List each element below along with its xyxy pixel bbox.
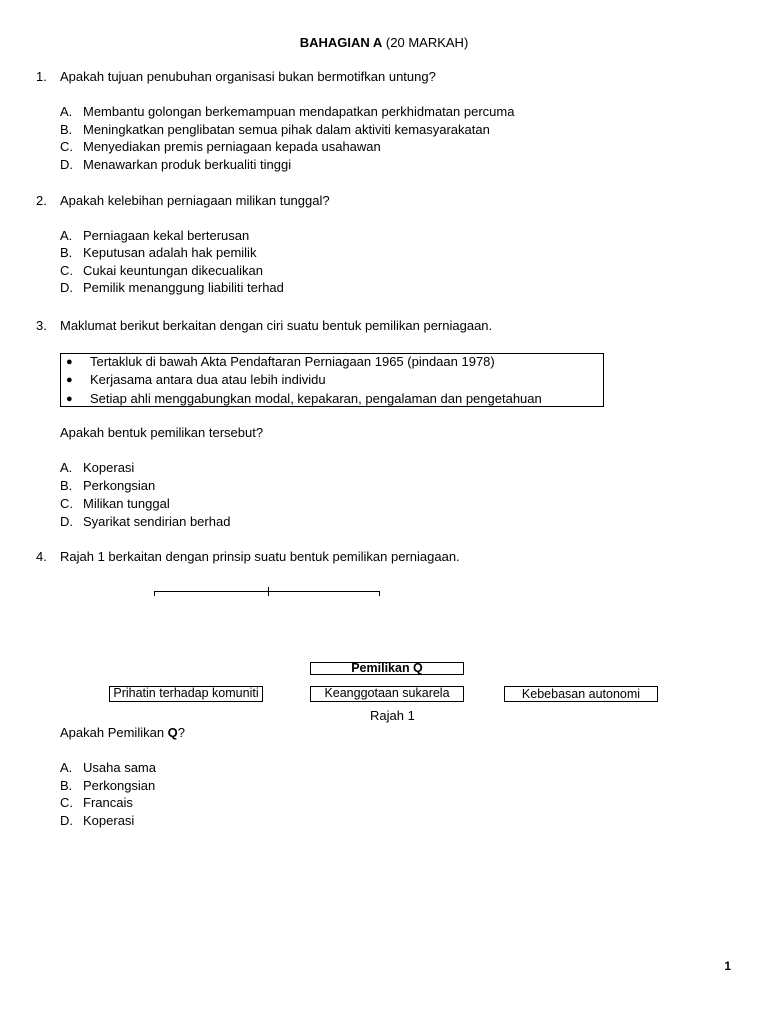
section-title-marks: (20 MARKAH): [385, 35, 469, 50]
info-bullet-text: Kerjasama antara dua atau lebih individu: [90, 372, 326, 387]
question-4-option-d[interactable]: Koperasi: [83, 813, 135, 828]
question-1-option-b[interactable]: Meningkatkan penglibatan semua pihak dalam aktiviti kemasyarakatan: [83, 122, 490, 137]
question-3-number: 3.: [36, 318, 47, 333]
question-3-option-c[interactable]: Milikan tunggal: [83, 496, 170, 511]
option-letter: A.: [60, 228, 73, 243]
question-2-option-c[interactable]: Cukai keuntungan dikecualikan: [83, 263, 263, 278]
question-4-subtext-end: ?: [177, 725, 186, 740]
info-bullet-text: Tertakluk di bawah Akta Pendaftaran Perniagaan 1965 (pindaan 1978): [90, 354, 495, 369]
option-letter: A.: [60, 460, 73, 475]
question-4-subtext: [60, 725, 185, 741]
bullet-icon: ●: [66, 356, 73, 368]
connector-tick: [268, 587, 269, 596]
option-letter: B.: [60, 778, 73, 793]
diagram-center-box: Pemilikan Q: [310, 662, 464, 675]
page-number: 1: [724, 959, 731, 973]
question-2-option-a[interactable]: Perniagaan kekal berterusan: [83, 228, 250, 243]
question-3-option-a[interactable]: Koperasi: [83, 460, 135, 475]
question-3-text: Maklumat berikut berkaitan dengan ciri suatu bentuk pemilikan perniagaan.: [60, 318, 493, 333]
question-2-number: 2.: [36, 193, 47, 208]
question-4-text: Rajah 1 berkaitan dengan prinsip suatu bentuk pemilikan perniagaan.: [60, 549, 460, 564]
option-letter: A.: [60, 760, 73, 775]
question-2-text: Apakah kelebihan perniagaan milikan tunggal?: [60, 193, 330, 208]
question-1-number: 1.: [36, 69, 47, 84]
question-1-text: Apakah tujuan penubuhan organisasi bukan bermotifkan untung?: [60, 69, 436, 84]
option-letter: C.: [60, 496, 73, 511]
option-letter: C.: [60, 263, 73, 278]
question-4-option-b[interactable]: Perkongsian: [83, 778, 156, 793]
option-letter: B.: [60, 122, 73, 137]
question-4-number: 4.: [36, 549, 47, 564]
bullet-icon: ●: [66, 374, 73, 386]
option-letter: B.: [60, 478, 73, 493]
diagram-right-box: Kebebasan autonomi: [504, 686, 658, 702]
bullet-icon: ●: [66, 393, 73, 405]
question-1-option-a[interactable]: Membantu golongan berkemampuan mendapatkan perkhidmatan percuma: [83, 104, 515, 119]
option-letter: D.: [60, 813, 73, 828]
option-letter: A.: [60, 104, 73, 119]
question-1-option-d[interactable]: Menawarkan produk berkualiti tinggi: [83, 157, 292, 172]
question-4-option-c[interactable]: Francais: [83, 795, 133, 810]
option-letter: C.: [60, 139, 73, 154]
info-box: [60, 353, 604, 407]
option-letter: D.: [60, 514, 73, 529]
option-letter: C.: [60, 795, 73, 810]
question-2-option-d[interactable]: Pemilik menanggung liabiliti terhad: [83, 280, 284, 295]
option-letter: D.: [60, 280, 73, 295]
section-title: [0, 35, 768, 51]
question-3-subtext: Apakah bentuk pemilikan tersebut?: [60, 425, 264, 440]
option-letter: B.: [60, 245, 73, 260]
question-2-option-b[interactable]: Keputusan adalah hak pemilik: [83, 245, 257, 260]
diagram-caption: Rajah 1: [370, 708, 415, 723]
diagram-middle-box: Keanggotaan sukarela: [310, 686, 464, 702]
section-title-bold: BAHAGIAN A: [299, 35, 383, 50]
connector-tick: [154, 591, 155, 596]
connector-line: [154, 591, 380, 592]
question-3-option-b[interactable]: Perkongsian: [83, 478, 156, 493]
diagram-left-box: Prihatin terhadap komuniti: [109, 686, 263, 702]
question-1-option-c[interactable]: Menyediakan premis perniagaan kepada usahawan: [83, 139, 381, 154]
info-bullet-text: Setiap ahli menggabungkan modal, kepakaran, pengalaman dan pengetahuan: [90, 391, 542, 406]
question-4-subtext-start: Apakah Pemilikan: [60, 725, 168, 740]
question-4-option-a[interactable]: Usaha sama: [83, 760, 156, 775]
option-letter: D.: [60, 157, 73, 172]
connector-tick: [379, 591, 380, 596]
question-3-option-d[interactable]: Syarikat sendirian berhad: [83, 514, 231, 529]
question-4-subtext-bold: Q: [167, 725, 178, 740]
